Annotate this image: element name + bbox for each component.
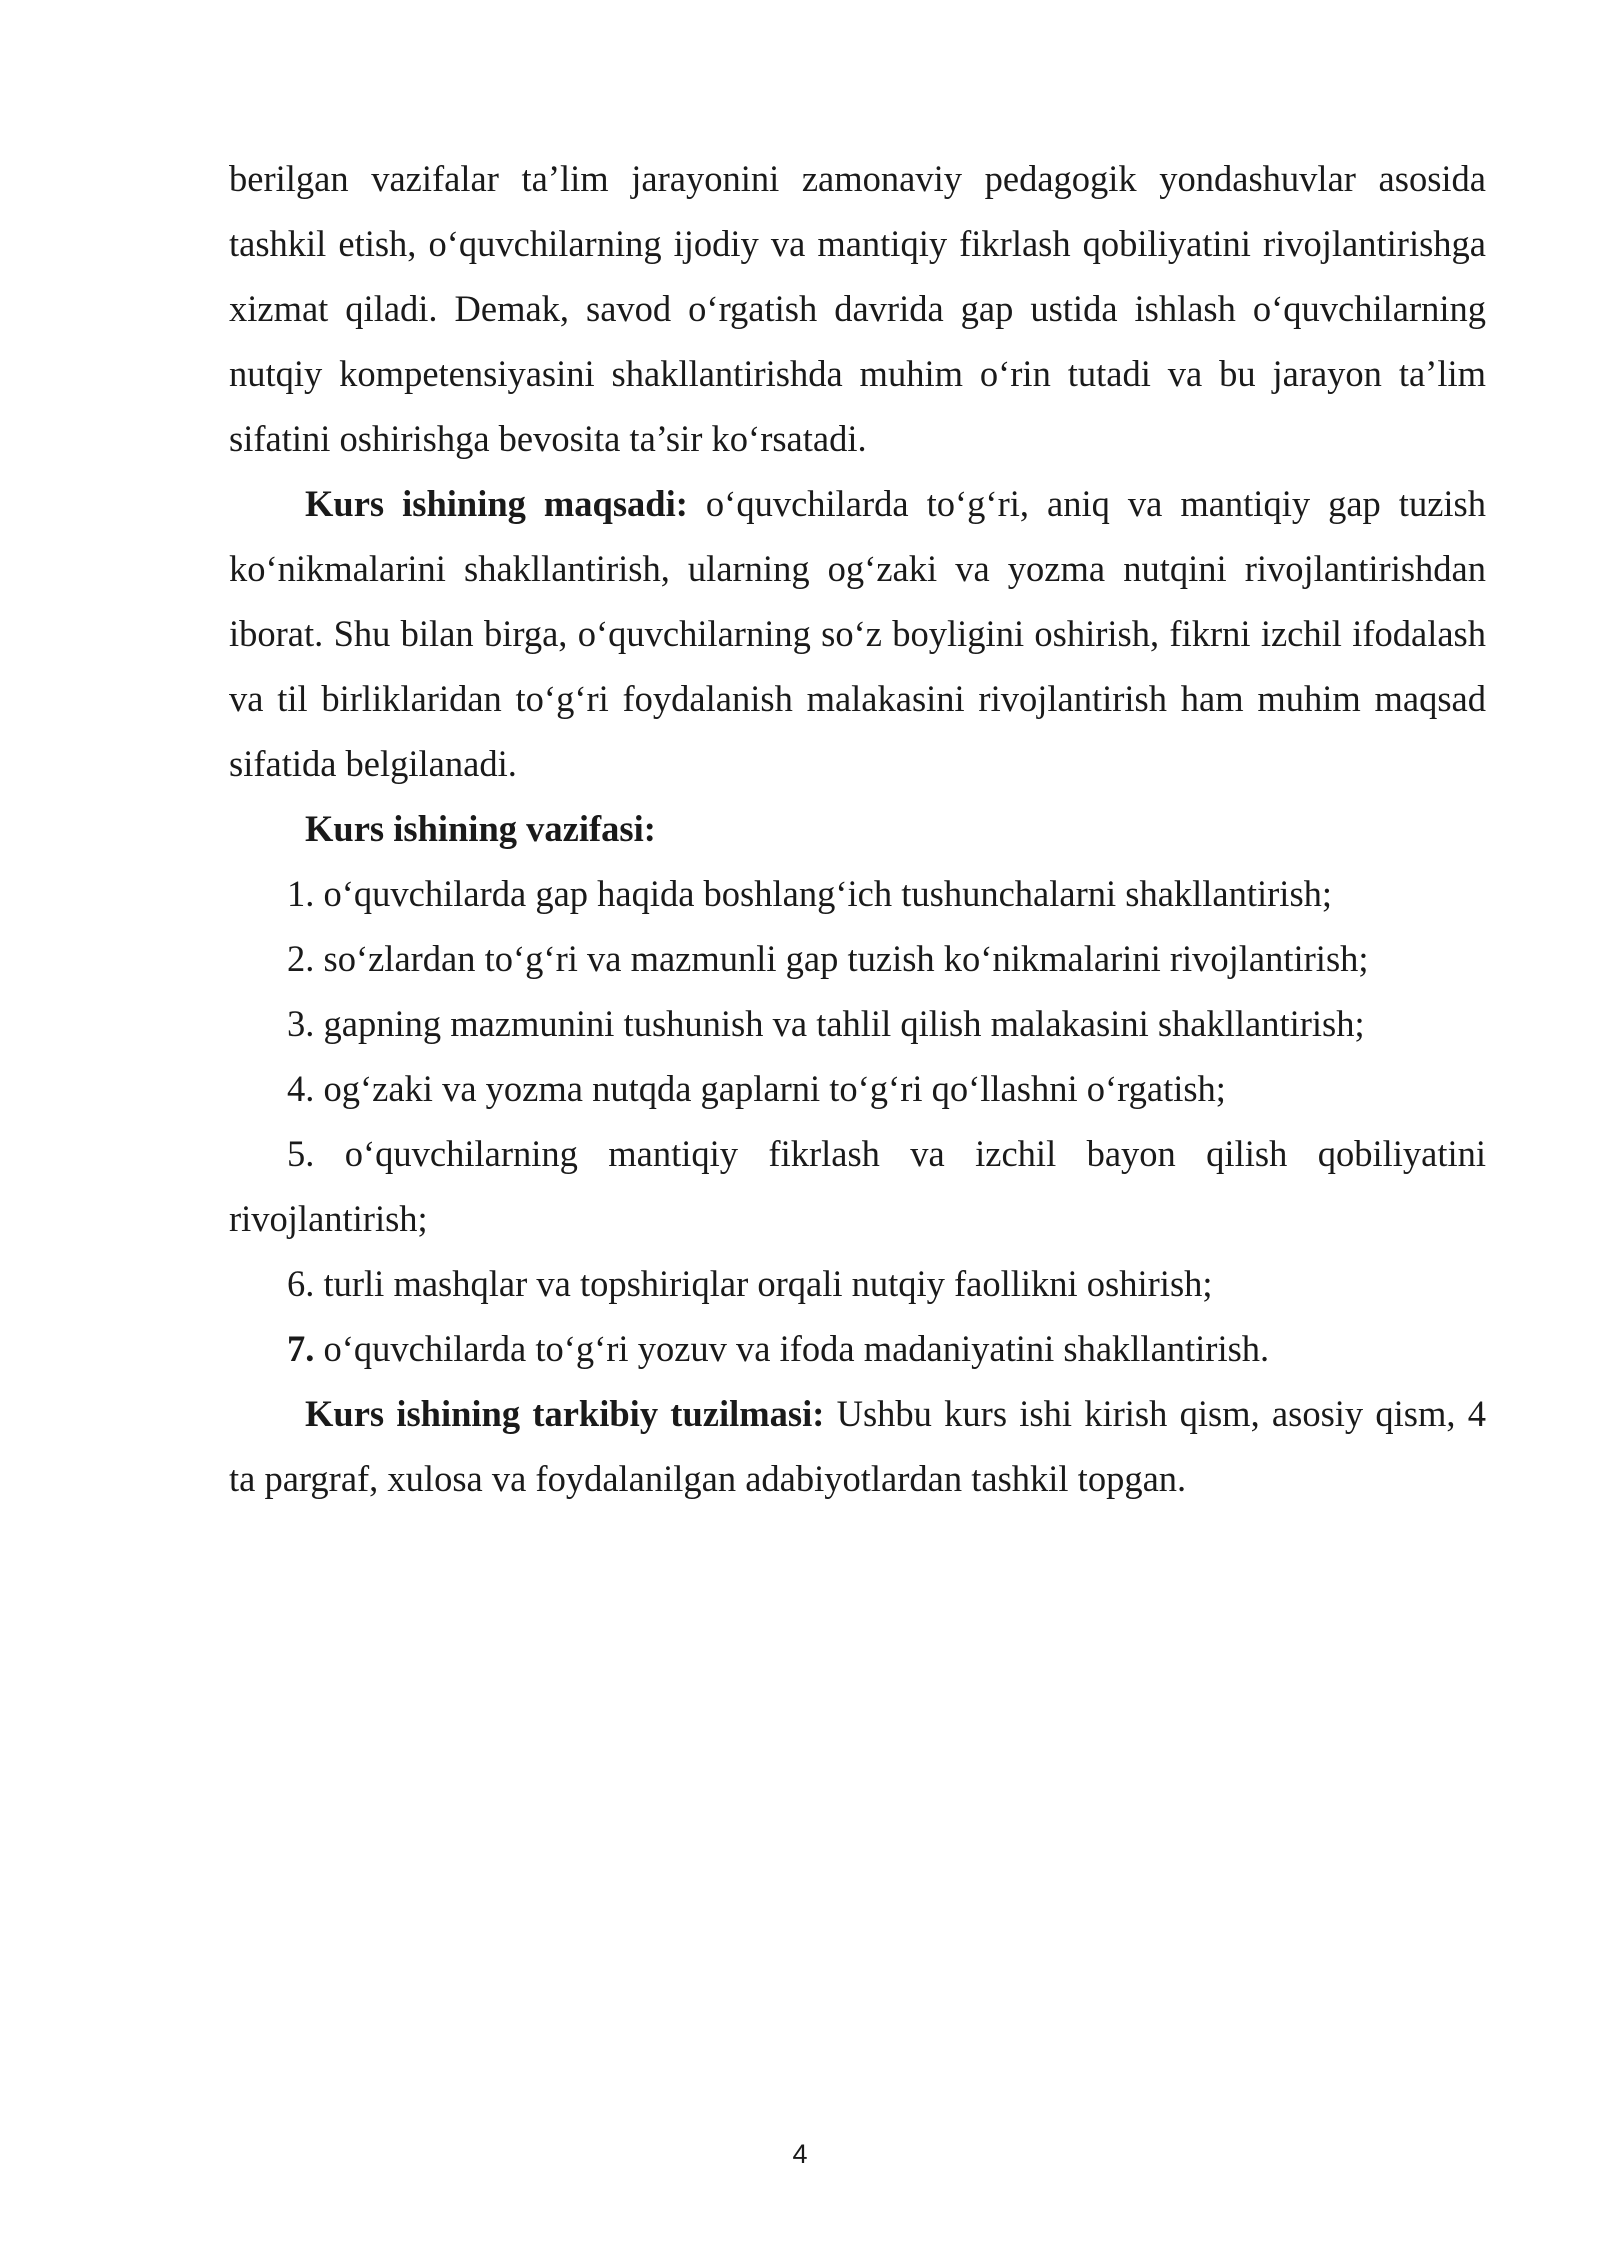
task-item-text: so‘zlardan to‘g‘ri va mazmunli gap tuzish ko‘nikmalarini rivojlantirish; [314, 938, 1369, 979]
task-item-number: 6. [287, 1263, 315, 1304]
page-number: 4 [792, 2139, 808, 2169]
task-item-number: 7. [287, 1328, 315, 1369]
task-item-text: o‘quvchilarda to‘g‘ri yozuv va ifoda madaniyatini shakllantirish. [314, 1328, 1270, 1369]
task-item-text: gapning mazmunini tushunish va tahlil qilish malakasini shakllantirish; [314, 1003, 1365, 1044]
goal-label: Kurs ishining maqsadi: [305, 483, 688, 524]
task-item-text: og‘zaki va yozma nutqda gaplarni to‘g‘ri qo‘llashni o‘rgatish; [314, 1068, 1226, 1109]
task-item-5 [229, 1121, 1486, 1251]
task-item-6 [229, 1251, 1486, 1316]
goal-paragraph [229, 471, 1486, 796]
task-item-text: o‘quvchilarda gap haqida boshlang‘ich tushunchalarni shakllantirish; [314, 873, 1333, 914]
task-item-number: 4. [287, 1068, 315, 1109]
task-item-4 [229, 1056, 1486, 1121]
tasks-heading [229, 796, 1486, 861]
structure-text: Ushbu kurs ishi kirish qism, asosiy qism, 4 ta pargraf, xulosa va foydalanilgan adabiyotlardan tashkil topgan. [229, 1393, 1486, 1499]
task-item-2 [229, 926, 1486, 991]
goal-text: o‘quvchilarda to‘g‘ri, aniq va mantiqiy gap tuzish ko‘nikmalarini shakllantirish, ularning og‘zaki va yozma nutqini rivojlantirishdan iborat. Shu bilan birga, o‘quvchilarning so‘z boyligini oshirish, fikrni izchil ifodalash va til birliklaridan to‘g‘ri foydalanish malakasini rivojlantirish ham muhim maqsad sifatida belgilanadi. [229, 483, 1486, 784]
structure-paragraph [229, 1381, 1486, 1511]
task-item-3 [229, 991, 1486, 1056]
task-item-1 [229, 861, 1486, 926]
task-item-number: 5. [287, 1133, 315, 1174]
task-item-number: 3. [287, 1003, 315, 1044]
task-item-text: o‘quvchilarning mantiqiy fikrlash va izchil bayon qilish qobiliyatini rivojlantirish; [229, 1133, 1486, 1239]
task-item-7 [229, 1316, 1486, 1381]
structure-label: Kurs ishining tarkibiy tuzilmasi: [305, 1393, 825, 1434]
task-item-text: turli mashqlar va topshiriqlar orqali nutqiy faollikni oshirish; [314, 1263, 1213, 1304]
task-item-number: 1. [287, 873, 315, 914]
document-body [229, 146, 1486, 1511]
intro-paragraph-text: berilgan vazifalar ta’lim jarayonini zamonaviy pedagogik yondashuvlar asosida tashkil etish, o‘quvchilarning ijodiy va mantiqiy fikrlash qobiliyatini rivojlantirishga xizmat qiladi. Demak, savod o‘rgatish davrida gap ustida ishlash o‘quvchilarning nutqiy kompetensiyasini shakllantirishda muhim o‘rin tutadi va bu jarayon ta’lim sifatini oshirishga bevosita ta’sir ko‘rsatadi. [229, 158, 1486, 459]
task-item-number: 2. [287, 938, 315, 979]
tasks-heading-label: Kurs ishining vazifasi: [305, 808, 656, 849]
intro-paragraph [229, 146, 1486, 471]
